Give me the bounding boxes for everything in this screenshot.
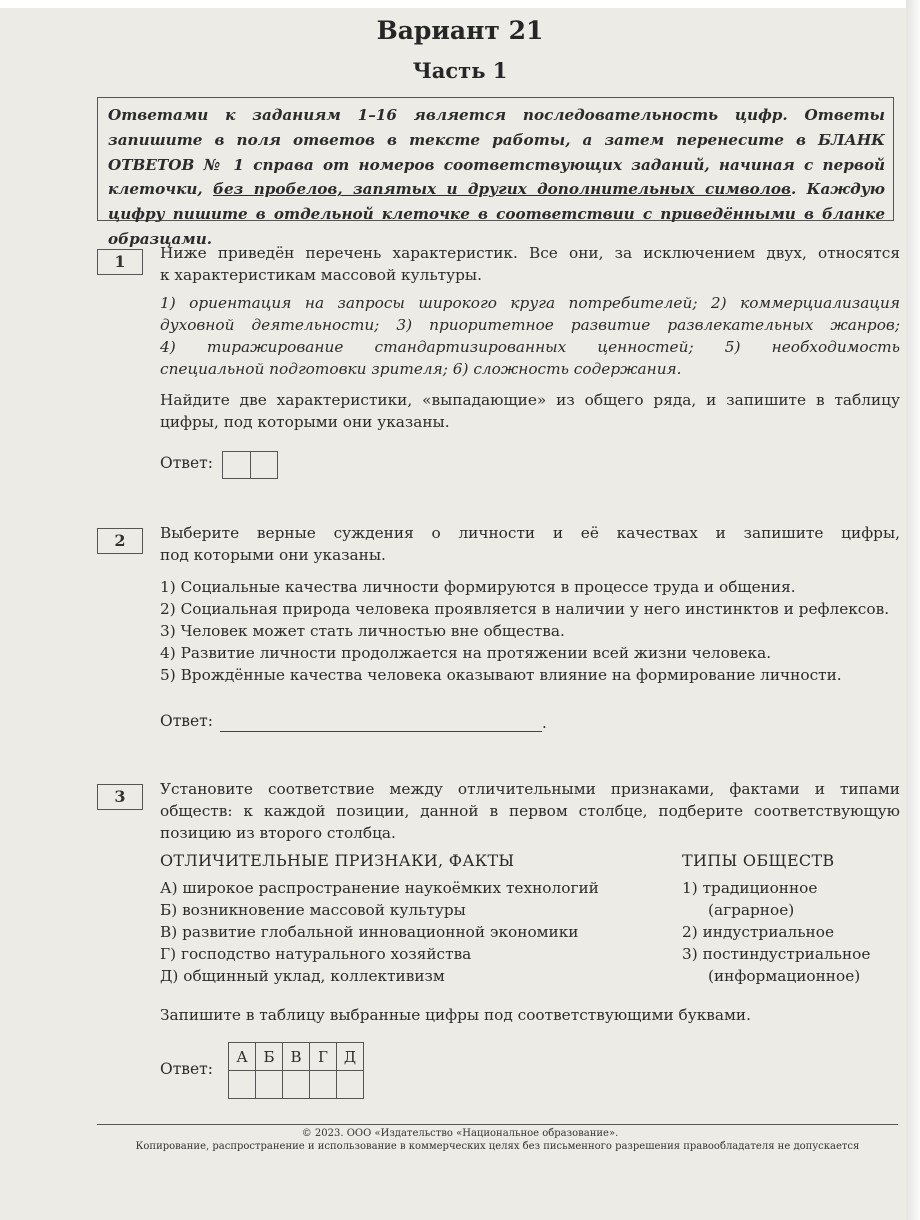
q1-task-line-2: цифры, под которыми они указаны. xyxy=(160,413,450,431)
q3-answer-cell[interactable] xyxy=(229,1071,256,1099)
footer-copyright: © 2023. ООО «Издательство «Национальное образование». xyxy=(301,1128,619,1139)
q2-option: 1) Социальные качества личности формируются в процессе труда и общения. xyxy=(160,578,796,596)
q3-letter-cell: В xyxy=(283,1043,310,1071)
q3-answer-cell[interactable] xyxy=(337,1071,364,1099)
question-3-text xyxy=(160,778,900,844)
q3-right-item-continuation: (информационное) xyxy=(708,967,861,985)
q3-letter-cell: Б xyxy=(256,1043,283,1071)
q2-intro-line-1: Выберите верные суждения о личности и её качествах и запишите цифры, xyxy=(160,524,900,542)
q1-answer-cell[interactable] xyxy=(223,452,250,478)
q1-option-line-4: специальной подготовки зрителя; 6) сложность содержания. xyxy=(160,360,682,378)
q1-option-line-3: 4) тиражирование стандартизированных ценностей; 5) необходимость xyxy=(160,338,900,356)
instructions-text-underlined: без пробелов, запятых и других дополнительных символов xyxy=(213,180,792,199)
q3-intro-line-2: обществ: к каждой позиции, данной в первом столбце, подберите соответствующую xyxy=(160,802,900,820)
q3-left-item: А) широкое распространение наукоёмких технологий xyxy=(160,879,599,897)
q3-answer-cell[interactable] xyxy=(256,1071,283,1099)
q2-intro-line-2: под которыми они указаны. xyxy=(160,546,386,564)
q3-answer-cell[interactable] xyxy=(283,1071,310,1099)
q3-left-item: Г) господство натурального хозяйства xyxy=(160,945,472,963)
question-1-number: 1 xyxy=(97,249,143,275)
q3-left-item: В) развитие глобальной инновационной экономики xyxy=(160,923,579,941)
q2-answer-line[interactable] xyxy=(220,731,542,732)
page-right-edge xyxy=(906,0,920,1220)
q3-left-item: Д) общинный уклад, коллективизм xyxy=(160,967,445,985)
q3-letter-cell: Д xyxy=(337,1043,364,1071)
q3-right-item: 1) традиционное xyxy=(682,879,818,897)
q1-task-line-1: Найдите две характеристики, «выпадающие» из общего ряда, и запишите в таблицу xyxy=(160,391,900,409)
q3-intro-line-3: позицию из второго столбца. xyxy=(160,824,396,842)
q1-option-line-2: духовной деятельности; 3) приоритетное развитие развлекательных жанров; xyxy=(160,316,900,334)
q3-answer-table xyxy=(228,1042,364,1099)
q3-right-item: 3) постиндустриальное xyxy=(682,945,871,963)
q1-answer-cells[interactable] xyxy=(222,451,278,479)
part-title: Часть 1 xyxy=(412,58,508,83)
question-2-options xyxy=(160,576,900,686)
q3-answer-cell[interactable] xyxy=(310,1071,337,1099)
q3-answer-row[interactable] xyxy=(229,1071,364,1099)
instructions-box xyxy=(97,97,894,248)
q2-option: 2) Социальная природа человека проявляется в наличии у него инстинктов и рефлексов. xyxy=(160,600,890,618)
q2-option: 3) Человек может стать личностью вне общества. xyxy=(160,622,565,640)
q3-letter-row xyxy=(229,1043,364,1071)
q1-answer-cell[interactable] xyxy=(250,452,278,478)
q3-letter-cell: Г xyxy=(310,1043,337,1071)
q2-option: 4) Развитие личности продолжается на протяжении всей жизни человека. xyxy=(160,644,772,662)
q3-left-column-header: ОТЛИЧИТЕЛЬНЫЕ ПРИЗНАКИ, ФАКТЫ xyxy=(160,851,515,870)
q1-intro-line-2: к характеристикам массовой культуры. xyxy=(160,266,482,284)
question-3-number: 3 xyxy=(97,784,143,810)
question-1-options xyxy=(160,292,900,380)
q1-intro-line-1: Ниже приведён перечень характеристик. Все они, за исключением двух, относятся xyxy=(160,244,900,262)
q1-option-line-1: 1) ориентация на запросы широкого круга потребителей; 2) коммерциализация xyxy=(160,294,900,312)
instructions-text-b: . Каждую цифру пишите в отдельной клеточке в соответствии с приведёнными в бланке образцами. xyxy=(108,180,885,248)
question-1-text xyxy=(160,242,900,286)
q2-answer-period: . xyxy=(542,714,547,732)
q3-answer-label: Ответ: xyxy=(160,1060,213,1078)
footer-divider xyxy=(97,1124,898,1125)
q2-option: 5) Врождённые качества человека оказывают влияние на формирование личности. xyxy=(160,666,842,684)
instructions-text-a: Ответами к заданиям 1–16 является последовательность цифр. Ответы запишите в поля ответов в тексте работы, а затем перенесите в БЛАНК ОТВЕТОВ № 1 справа от номеров соответствующих заданий, начиная с первой клеточки, xyxy=(108,106,885,199)
question-2-number: 2 xyxy=(97,528,143,554)
q3-letter-cell: А xyxy=(229,1043,256,1071)
q2-answer-label: Ответ: xyxy=(160,712,213,730)
q3-table-instruction: Запишите в таблицу выбранные цифры под соответствующими буквами. xyxy=(160,1006,751,1024)
footer-notice: Копирование, распространение и использование в коммерческих целях без письменного разрешения правообладателя не допускается xyxy=(135,1141,860,1152)
question-1-task xyxy=(160,389,900,433)
q3-right-item-continuation: (аграрное) xyxy=(708,901,795,919)
q3-right-item: 2) индустриальное xyxy=(682,923,835,941)
q3-right-column-header: ТИПЫ ОБЩЕСТВ xyxy=(682,851,835,870)
q3-intro-line-1: Установите соответствие между отличительными признаками, фактами и типами xyxy=(160,780,900,798)
question-2-text xyxy=(160,522,900,566)
page-top-edge xyxy=(0,0,920,8)
q3-left-item: Б) возникновение массовой культуры xyxy=(160,901,466,919)
q1-answer-label: Ответ: xyxy=(160,454,213,472)
variant-title: Вариант 21 xyxy=(376,16,544,45)
